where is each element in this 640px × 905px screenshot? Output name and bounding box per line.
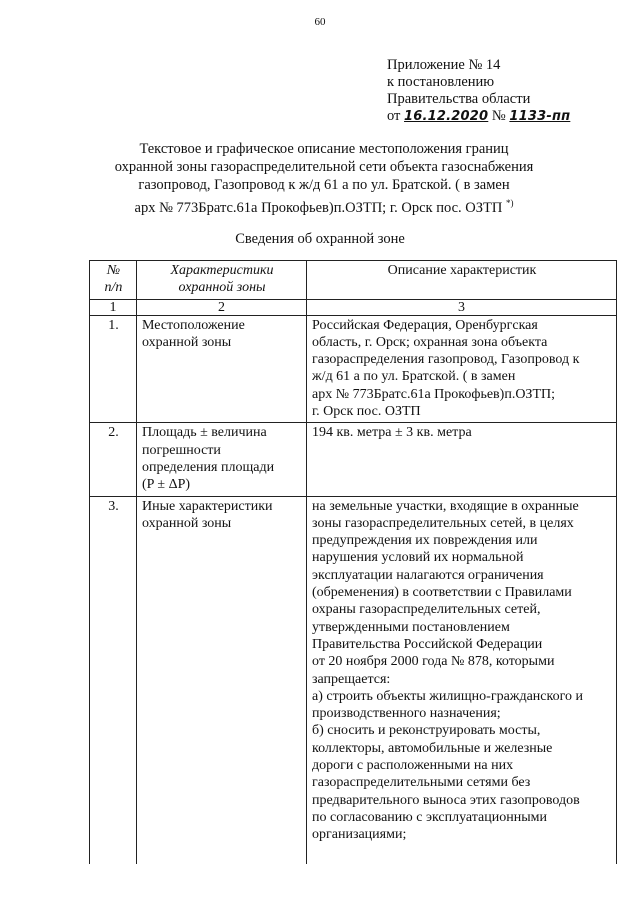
text-line: эксплуатации налагаются ограничения [312,567,544,583]
title-line-1: Текстовое и графическое описание местоположения границ [139,141,509,157]
text-line: организациями; [312,827,407,843]
row-characteristic [137,496,307,864]
text-line: нарушения условий их нормальной [312,550,524,566]
text-line: производственного назначения; [312,706,501,722]
header-characteristics-line-1: Характеристики [170,263,274,278]
appendix-line-3: Правительства области [387,91,531,107]
text-line: утвержденными постановлением [312,619,510,635]
text-line: (обременения) в соответствии с Правилами [312,585,572,601]
text-line: 194 кв. метра ± 3 кв. метра [312,425,472,441]
appendix-number: 1133-пп [509,109,571,124]
text-line: г. Орск пос. ОЗТП [312,404,421,420]
text-line: погрешности [142,442,221,458]
appendix-line-1: Приложение № 14 [387,57,501,73]
text-line: а) строить объекты жилищно-гражданского и [312,688,583,704]
row-characteristic [137,423,307,496]
text-line: на земельные участки, входящие в охранные [312,498,579,514]
text-line: ж/д 61 а по ул. Братской. ( в замен [312,369,516,385]
text-line: Правительства Российской Федерации [312,636,543,652]
appendix-block [387,57,570,125]
text-line: охранной зоны [142,515,232,531]
header-number [90,261,137,300]
row-number: 3. [90,496,137,864]
footnote-mark: *) [505,198,514,208]
column-number: 2 [137,299,307,315]
text-line: область, г. Орск; охранная зона объекта [312,334,548,350]
text-line: Площадь ± величина [142,425,267,441]
text-line: предварительного выноса этих газопроводов [312,792,580,808]
row-description [307,315,617,423]
text-line: дороги с расположенными на них [312,758,514,774]
appendix-date-line [387,108,570,125]
text-line: газораспределения газопровод, Газопровод к [312,352,580,368]
protection-zone-table [89,260,617,864]
page-number: 60 [314,16,326,28]
header-characteristics-line-2: охранной зоны [178,280,266,296]
table-row [90,496,617,864]
text-line: газораспределительными сетями без [312,775,531,791]
title-line-4 [100,194,548,217]
text-line: Российская Федерация, Оренбургская [312,317,538,333]
text-line: определения площади [142,459,275,475]
text-line: охраны газораспределительных сетей, [312,602,541,618]
text-line: арх № 773Братс.61а Прокофьев)п.ОЗТП; [312,386,555,402]
table-row [90,423,617,496]
text-line: предупреждения их повреждения или [312,533,538,549]
appendix-from: от [387,108,401,124]
row-number: 2. [90,423,137,496]
title-line-4-text: арх № 773Братс.61а Прокофьев)п.ОЗТП; г. Орск пос. ОЗТП [134,199,503,216]
row-description [307,423,617,496]
text-line: по согласованию с эксплуатационными [312,809,547,825]
appendix-line-2: к постановлению [387,74,495,90]
column-number: 1 [90,299,137,315]
header-number-line-2: п/п [104,280,123,296]
title-line-2: охранной зоны газораспределительной сети объекта газоснабжения [114,159,534,175]
column-number: 3 [307,299,617,315]
row-number: 1. [90,315,137,423]
header-description: Описание характеристик [307,261,617,300]
text-line: Местоположение [142,317,245,333]
appendix-date: 16.12.2020 [404,109,489,124]
header-number-line-1: № [106,263,121,278]
text-line: запрещается: [312,671,391,687]
text-line: (P ± ΔP) [142,477,191,493]
table-row [90,315,617,423]
text-line: от 20 ноября 2000 года № 878, которыми [312,654,555,670]
appendix-number-sign: № [491,108,506,124]
section-title: Сведения об охранной зоне [235,231,405,247]
document-title [100,140,548,217]
header-characteristics [137,261,307,300]
text-line: охранной зоны [142,334,232,350]
title-line-3: газопровод, Газопровод к ж/д 61 а по ул. Братской. ( в замен [138,177,510,193]
text-line: зоны газораспределительных сетей, в целях [312,515,574,531]
text-line: Иные характеристики [142,498,273,514]
table-header-row [90,261,617,300]
text-line: б) сносить и реконструировать мосты, [312,723,541,739]
text-line: коллекторы, автомобильные и железные [312,740,553,756]
column-numbers-row [90,299,617,315]
row-characteristic [137,315,307,423]
row-description [307,496,617,864]
